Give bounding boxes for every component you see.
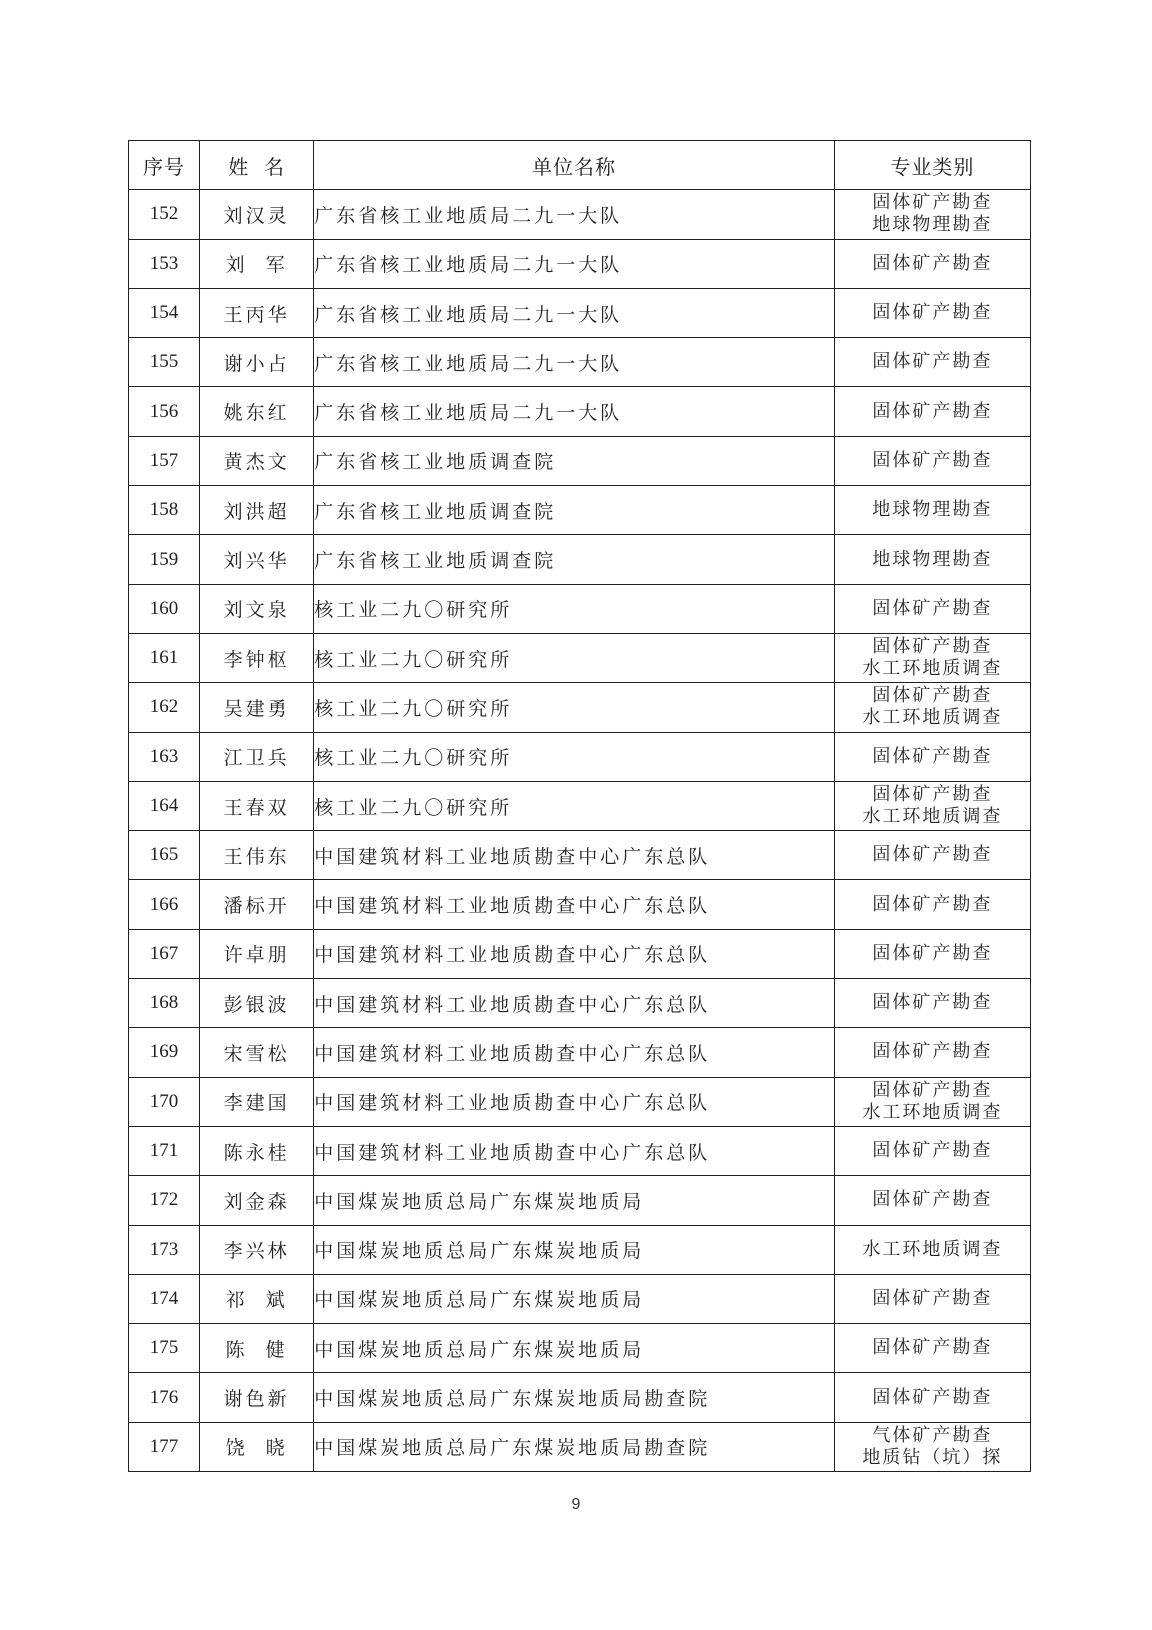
- table-body: [129, 190, 1031, 1472]
- serial-number-cell: 177: [129, 1422, 200, 1471]
- person-name-cell: 刘兴华: [200, 535, 314, 584]
- specialty-category-cell: [834, 1373, 1030, 1422]
- specialty-category-line: 地球物理勘查: [872, 214, 993, 236]
- unit-name-cell: 广东省核工业地质调查院: [314, 436, 835, 485]
- specialty-category-line: 固体矿产勘查: [872, 192, 993, 214]
- serial-number-cell: 173: [129, 1225, 200, 1274]
- specialty-category-cell: [834, 1028, 1030, 1077]
- specialty-category-cell: [834, 1077, 1030, 1126]
- serial-number-cell: 169: [129, 1028, 200, 1077]
- specialty-category-cell: [834, 535, 1030, 584]
- unit-name-cell: 中国煤炭地质总局广东煤炭地质局: [314, 1176, 835, 1225]
- specialty-category-line: 水工环地质调查: [862, 707, 1003, 729]
- serial-number-cell: 176: [129, 1373, 200, 1422]
- specialty-category-cell: [834, 486, 1030, 535]
- specialty-category-line: 地质钻（坑）探: [862, 1446, 1003, 1468]
- unit-name-cell: 中国建筑材料工业地质勘查中心广东总队: [314, 1077, 835, 1126]
- serial-number-cell: 168: [129, 979, 200, 1028]
- specialty-category-line: 固体矿产勘查: [872, 351, 993, 373]
- person-name-cell: 姚东红: [200, 387, 314, 436]
- serial-number-cell: 155: [129, 338, 200, 387]
- person-name-cell: 许卓朋: [200, 929, 314, 978]
- unit-name-cell: 核工业二九〇研究所: [314, 584, 835, 633]
- table-header: [129, 141, 1031, 190]
- unit-name-cell: 中国建筑材料工业地质勘查中心广东总队: [314, 1126, 835, 1175]
- table-row: [129, 1373, 1031, 1422]
- table-row: [129, 979, 1031, 1028]
- person-name-cell: 吴建勇: [200, 683, 314, 732]
- unit-name-cell: 中国建筑材料工业地质勘查中心广东总队: [314, 929, 835, 978]
- person-name-cell: 彭银波: [200, 979, 314, 1028]
- unit-name-cell: 中国煤炭地质总局广东煤炭地质局: [314, 1225, 835, 1274]
- specialty-category-line: 固体矿产勘查: [872, 844, 993, 866]
- specialty-category-cell: [834, 781, 1030, 830]
- unit-name-cell: 广东省核工业地质局二九一大队: [314, 190, 835, 239]
- unit-name-cell: 中国煤炭地质总局广东煤炭地质局: [314, 1274, 835, 1323]
- table-row: [129, 1274, 1031, 1323]
- header-specialty-category: 专业类别: [834, 141, 1030, 190]
- specialty-category-line: 地球物理勘查: [872, 499, 993, 521]
- unit-name-cell: 广东省核工业地质局二九一大队: [314, 338, 835, 387]
- person-name-cell: 刘汉灵: [200, 190, 314, 239]
- person-name-cell: 谢小占: [200, 338, 314, 387]
- unit-name-cell: 核工业二九〇研究所: [314, 781, 835, 830]
- person-name-cell: 潘标开: [200, 880, 314, 929]
- table-row: [129, 880, 1031, 929]
- table-row: [129, 683, 1031, 732]
- specialty-category-line: 固体矿产勘查: [872, 784, 993, 805]
- serial-number-cell: 166: [129, 880, 200, 929]
- specialty-category-cell: [834, 979, 1030, 1028]
- person-name-cell: 李兴林: [200, 1225, 314, 1274]
- unit-name-cell: 核工业二九〇研究所: [314, 633, 835, 682]
- unit-name-cell: 中国建筑材料工业地质勘查中心广东总队: [314, 831, 835, 880]
- specialty-category-cell: [834, 732, 1030, 781]
- person-name-cell: 刘洪超: [200, 486, 314, 535]
- table-row: [129, 633, 1031, 682]
- specialty-category-line: 固体矿产勘查: [872, 1140, 993, 1162]
- specialty-category-line: 固体矿产勘查: [872, 942, 993, 964]
- unit-name-cell: 核工业二九〇研究所: [314, 683, 835, 732]
- table-row: [129, 732, 1031, 781]
- serial-number-cell: 158: [129, 486, 200, 535]
- table-row: [129, 535, 1031, 584]
- table-row: [129, 1422, 1031, 1471]
- table-row: [129, 1225, 1031, 1274]
- table-row: [129, 1176, 1031, 1225]
- table-row: [129, 1126, 1031, 1175]
- unit-name-cell: 中国建筑材料工业地质勘查中心广东总队: [314, 1028, 835, 1077]
- specialty-category-line: 固体矿产勘查: [872, 1189, 993, 1211]
- personnel-table: [128, 140, 1031, 1472]
- specialty-category-cell: [834, 1324, 1030, 1373]
- table-row: [129, 1324, 1031, 1373]
- unit-name-cell: 广东省核工业地质调查院: [314, 535, 835, 584]
- unit-name-cell: 中国建筑材料工业地质勘查中心广东总队: [314, 880, 835, 929]
- specialty-category-line: 固体矿产勘查: [872, 893, 993, 915]
- specialty-category-line: 固体矿产勘查: [872, 400, 993, 422]
- table-row: [129, 781, 1031, 830]
- specialty-category-cell: [834, 436, 1030, 485]
- person-name-cell: 江卫兵: [200, 732, 314, 781]
- person-name-cell: 刘金森: [200, 1176, 314, 1225]
- serial-number-cell: 163: [129, 732, 200, 781]
- unit-name-cell: 中国煤炭地质总局广东煤炭地质局勘查院: [314, 1373, 835, 1422]
- person-name-cell: 刘文泉: [200, 584, 314, 633]
- serial-number-cell: 153: [129, 239, 200, 288]
- serial-number-cell: 167: [129, 929, 200, 978]
- specialty-category-cell: [834, 288, 1030, 337]
- serial-number-cell: 156: [129, 387, 200, 436]
- specialty-category-cell: [834, 1126, 1030, 1175]
- person-name-cell: 宋雪松: [200, 1028, 314, 1077]
- person-name-cell: 王丙华: [200, 288, 314, 337]
- serial-number-cell: 162: [129, 683, 200, 732]
- page-number: 9: [571, 1496, 581, 1513]
- table-row: [129, 831, 1031, 880]
- specialty-category-cell: [834, 831, 1030, 880]
- specialty-category-cell: [834, 1274, 1030, 1323]
- specialty-category-cell: [834, 387, 1030, 436]
- person-name-cell: 李钟枢: [200, 633, 314, 682]
- unit-name-cell: 广东省核工业地质局二九一大队: [314, 288, 835, 337]
- specialty-category-line: 水工环地质调查: [862, 806, 1003, 827]
- person-name-cell: 黄杰文: [200, 436, 314, 485]
- specialty-category-line: 固体矿产勘查: [872, 685, 993, 707]
- header-unit-name: 单位名称: [314, 141, 835, 190]
- person-name-cell: 刘 军: [200, 239, 314, 288]
- unit-name-cell: 广东省核工业地质局二九一大队: [314, 387, 835, 436]
- header-row: [129, 141, 1031, 190]
- serial-number-cell: 159: [129, 535, 200, 584]
- serial-number-cell: 157: [129, 436, 200, 485]
- serial-number-cell: 154: [129, 288, 200, 337]
- specialty-category-cell: [834, 190, 1030, 239]
- serial-number-cell: 161: [129, 633, 200, 682]
- table-row: [129, 338, 1031, 387]
- specialty-category-line: 固体矿产勘查: [872, 1041, 993, 1063]
- unit-name-cell: 核工业二九〇研究所: [314, 732, 835, 781]
- table-row: [129, 486, 1031, 535]
- specialty-category-cell: [834, 338, 1030, 387]
- specialty-category-line: 水工环地质调查: [862, 658, 1003, 680]
- unit-name-cell: 广东省核工业地质局二九一大队: [314, 239, 835, 288]
- specialty-category-line: 固体矿产勘查: [872, 252, 993, 274]
- table-row: [129, 288, 1031, 337]
- serial-number-cell: 174: [129, 1274, 200, 1323]
- specialty-category-cell: [834, 584, 1030, 633]
- unit-name-cell: 中国煤炭地质总局广东煤炭地质局: [314, 1324, 835, 1373]
- table-row: [129, 387, 1031, 436]
- unit-name-cell: 中国建筑材料工业地质勘查中心广东总队: [314, 979, 835, 1028]
- person-name-cell: 王春双: [200, 781, 314, 830]
- specialty-category-line: 固体矿产勘查: [872, 1287, 993, 1309]
- unit-name-cell: 广东省核工业地质调查院: [314, 486, 835, 535]
- specialty-category-line: 固体矿产勘查: [872, 992, 993, 1014]
- specialty-category-line: 地球物理勘查: [872, 548, 993, 570]
- table-row: [129, 190, 1031, 239]
- person-name-cell: 饶 晓: [200, 1422, 314, 1471]
- header-serial-number: 序号: [129, 141, 200, 190]
- specialty-category-cell: [834, 633, 1030, 682]
- specialty-category-line: 固体矿产勘查: [872, 1337, 993, 1359]
- serial-number-cell: 175: [129, 1324, 200, 1373]
- person-name-cell: 谢色新: [200, 1373, 314, 1422]
- person-name-cell: 王伟东: [200, 831, 314, 880]
- specialty-category-cell: [834, 880, 1030, 929]
- specialty-category-line: 固体矿产勘查: [872, 636, 993, 658]
- specialty-category-cell: [834, 1176, 1030, 1225]
- serial-number-cell: 152: [129, 190, 200, 239]
- table-row: [129, 929, 1031, 978]
- person-name-cell: 陈 健: [200, 1324, 314, 1373]
- unit-name-cell: 中国煤炭地质总局广东煤炭地质局勘查院: [314, 1422, 835, 1471]
- table-row: [129, 584, 1031, 633]
- person-name-cell: 李建国: [200, 1077, 314, 1126]
- specialty-category-cell: [834, 683, 1030, 732]
- person-name-cell: 陈永桂: [200, 1126, 314, 1175]
- specialty-category-line: 固体矿产勘查: [872, 745, 993, 767]
- specialty-category-line: 水工环地质调查: [862, 1238, 1003, 1260]
- specialty-category-line: 固体矿产勘查: [872, 302, 993, 324]
- serial-number-cell: 171: [129, 1126, 200, 1175]
- table-row: [129, 436, 1031, 485]
- specialty-category-line: 水工环地质调查: [862, 1101, 1003, 1123]
- specialty-category-line: 固体矿产勘查: [872, 1386, 993, 1408]
- specialty-category-cell: [834, 1422, 1030, 1471]
- table-row: [129, 1028, 1031, 1077]
- serial-number-cell: 164: [129, 781, 200, 830]
- person-name-cell: 祁 斌: [200, 1274, 314, 1323]
- serial-number-cell: 165: [129, 831, 200, 880]
- serial-number-cell: 160: [129, 584, 200, 633]
- specialty-category-cell: [834, 1225, 1030, 1274]
- specialty-category-cell: [834, 929, 1030, 978]
- specialty-category-line: 固体矿产勘查: [872, 597, 993, 619]
- serial-number-cell: 172: [129, 1176, 200, 1225]
- specialty-category-line: 固体矿产勘查: [872, 1079, 993, 1101]
- specialty-category-line: 固体矿产勘查: [872, 449, 993, 471]
- header-name: 姓 名: [200, 141, 314, 190]
- specialty-category-cell: [834, 239, 1030, 288]
- table-row: [129, 239, 1031, 288]
- specialty-category-line: 气体矿产勘查: [872, 1424, 993, 1446]
- table-row: [129, 1077, 1031, 1126]
- serial-number-cell: 170: [129, 1077, 200, 1126]
